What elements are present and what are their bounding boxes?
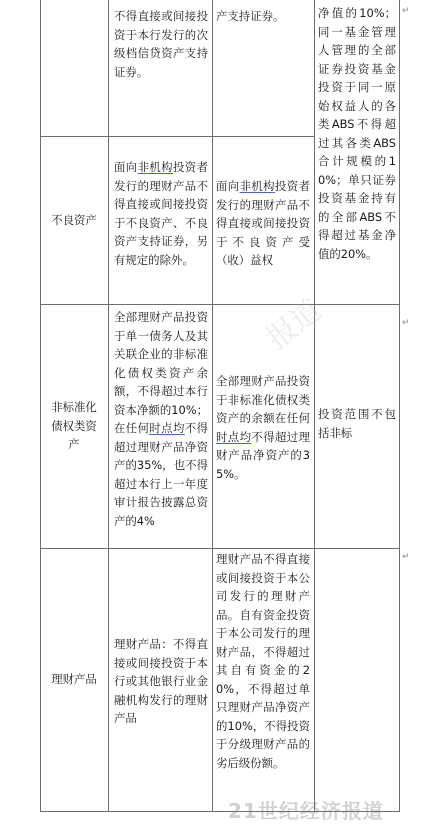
text-part: 面向: [114, 160, 138, 174]
text-part: 全部理财产品投资于非标准化债权类资产的余额在任何: [216, 374, 310, 425]
text-part: 不得超过理财产品净资产的35%，也不得超过本行上一年度审计报告披露总资产的4%: [114, 421, 208, 528]
row4-bank-rule: [108, 632, 212, 728]
subsidiary-rule-text: 理财产品不得直接或间接投资于本公司发行的理财产品。自有资金投资于本公司发行的理财产品，不得超过其自有资金的20%，不得超过单只理财产品净资产的10%，不得投资于分级理财产品的劣后级份额。: [216, 552, 310, 770]
row3-subsidiary-rule: [212, 369, 314, 483]
row1-bank-rule: [108, 4, 212, 81]
row-category: [40, 0, 108, 136]
subsidiary-rule-text: 产支持证券。: [216, 9, 285, 23]
text-part: 投资者发行的理财产品不得直接或间接投资于不良资产、不良资产支持证券，另有规定的除外。: [114, 160, 208, 267]
text-part: 全部理财产品投资于单一债务人及其关联企业的非标准化债权类资产余额，不得超过本行资本净额的10%；在任何: [114, 310, 208, 435]
row3-fund-rule: [314, 405, 400, 442]
text-part: 投资者发行的理财产品不得直接或间接投资于不良资产受（收）益权: [216, 179, 310, 267]
row3-bank-rule: [108, 305, 212, 530]
watermark-logo: 21世纪经济报道: [228, 799, 384, 823]
underlined-term: 时点均: [216, 429, 252, 444]
underlined-term: 非机构: [137, 160, 173, 174]
paragraph-mark: ↵: [402, 6, 410, 16]
underlined-term: 时点均: [149, 421, 185, 435]
fund-rule-text: 投资范围不包括非标: [318, 407, 396, 440]
row-category-nonperforming: [40, 136, 108, 304]
paragraph-mark: ↵: [402, 552, 410, 562]
bank-rule-text: 理财产品：不得直接或间接投资于本行或其他银行业金融机构发行的理财产品: [114, 637, 208, 725]
row2-subsidiary-rule: [212, 174, 314, 270]
regulation-comparison-table: [40, 0, 400, 812]
paragraph-mark: ↵: [402, 318, 410, 328]
text-part: 不得超过理财产品净资产的35%。: [216, 429, 310, 481]
category-label: 非标准化债权类资产: [51, 400, 97, 452]
text-part: 面向: [216, 179, 240, 193]
category-label: 理财产品: [51, 672, 97, 687]
category-label: 不良资产: [51, 212, 97, 227]
fund-rule-text: 净值的10%；同一基金管理人管理的全部证券投资基金投资于同一原始权益人的各类ABS不得超过其各类ABS合计规模的10%；单只证券投资基金持有的全部ABS不得超过基金净值的20%。: [318, 6, 396, 261]
row1-subsidiary-rule: [212, 4, 314, 26]
row1-fund-rule: [314, 4, 400, 263]
faint-watermark: 报道: [259, 292, 329, 358]
row2-bank-rule: [108, 155, 212, 269]
row-category-nonstandard-debt: [40, 304, 108, 548]
row-category-wealth-products: [40, 548, 108, 811]
row4-subsidiary-rule: [212, 547, 314, 772]
underlined-term: 非机构: [239, 179, 275, 193]
bank-rule-text: 不得直接或间接投资于本行发行的次级档信贷资产支持证券。: [114, 9, 208, 79]
